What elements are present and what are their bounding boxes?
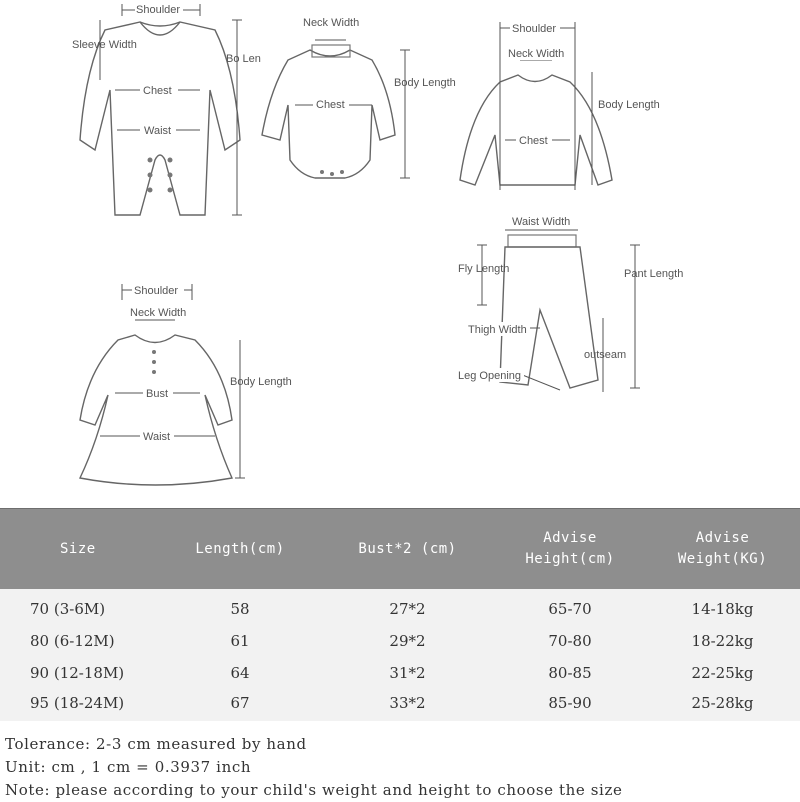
romper-sleeve-label: Sleeve Width (72, 39, 137, 51)
cell-length: 67 (230, 694, 250, 712)
cell-size: 80 (6-12M) (30, 632, 115, 650)
top-diagram (460, 21, 660, 190)
pants-length-label: Pant Length (624, 268, 684, 280)
cell-height: 70-80 (548, 632, 592, 650)
table-row (0, 593, 800, 625)
cell-weight: 22-25kg (691, 664, 754, 682)
cell-size: 70 (3-6M) (30, 600, 106, 618)
pants-thigh-label: Thigh Width (468, 324, 527, 336)
cell-length: 64 (230, 664, 250, 682)
cell-size: 90 (12-18M) (30, 664, 125, 682)
bodysuit-diagram (262, 17, 456, 178)
cell-height: 85-90 (548, 694, 592, 712)
size-table (0, 508, 800, 721)
size-choice-note: Note: please according to your child's weight and height to choose the size (5, 781, 623, 799)
cell-size: 95 (18-24M) (30, 694, 125, 712)
dress-bust-label: Bust (146, 388, 169, 400)
romper-waist-label: Waist (144, 125, 172, 137)
cell-bust: 27*2 (389, 600, 426, 618)
cell-bust: 29*2 (389, 632, 426, 650)
romper-chest-label: Chest (143, 85, 172, 97)
table-row (0, 625, 800, 657)
top-chest-label: Chest (519, 135, 548, 147)
pants-fly-label: Fly Length (458, 263, 510, 275)
header-length: Length(cm) (195, 540, 285, 557)
cell-weight: 14-18kg (691, 600, 754, 618)
header-height: Advise Height(cm) (525, 530, 615, 567)
bodysuit-chest-label: Chest (316, 99, 345, 111)
dress-diagram (80, 283, 292, 485)
top-body-label: Body Length (598, 99, 660, 111)
romper-shoulder-label: Shoulder (136, 4, 181, 16)
tolerance-note: Tolerance: 2-3 cm measured by hand (5, 735, 307, 753)
bodysuit-body-label: Body Length (394, 77, 456, 89)
dress-shoulder-label: Shoulder (134, 285, 179, 297)
dress-waist-label: Waist (143, 431, 171, 443)
top-shoulder-label: Shoulder (512, 23, 557, 35)
cell-weight: 18-22kg (691, 632, 754, 650)
pants-diagram (456, 216, 683, 392)
top-neck-label: Neck Width (508, 48, 565, 60)
dress-neck-label: Neck Width (130, 307, 187, 319)
romper-diagram (72, 2, 261, 215)
header-weight: Advise Weight(KG) (677, 530, 768, 567)
cell-bust: 33*2 (389, 694, 426, 712)
pants-leg-label: Leg Opening (458, 370, 521, 382)
cell-height: 65-70 (548, 600, 592, 618)
cell-length: 61 (230, 632, 250, 650)
header-size: Size (60, 540, 96, 557)
cell-length: 58 (230, 600, 250, 618)
cell-weight: 25-28kg (691, 694, 754, 712)
cell-height: 80-85 (548, 664, 592, 682)
cell-bust: 31*2 (389, 664, 426, 682)
size-table-body (0, 589, 800, 721)
table-row (0, 657, 800, 689)
size-table-header (0, 508, 800, 589)
dress-body-label: Body Length (230, 376, 292, 388)
bodysuit-neck-label: Neck Width (303, 17, 360, 29)
pants-waist-label: Waist Width (512, 216, 571, 228)
size-notes (5, 733, 622, 802)
header-bust: Bust*2 (cm) (358, 540, 457, 557)
romper-body-label: Bo Len (226, 53, 261, 65)
table-row (0, 689, 800, 717)
unit-note: Unit: cm , 1 cm = 0.3937 inch (5, 758, 252, 776)
pants-outseam-label: outseam (584, 349, 627, 361)
